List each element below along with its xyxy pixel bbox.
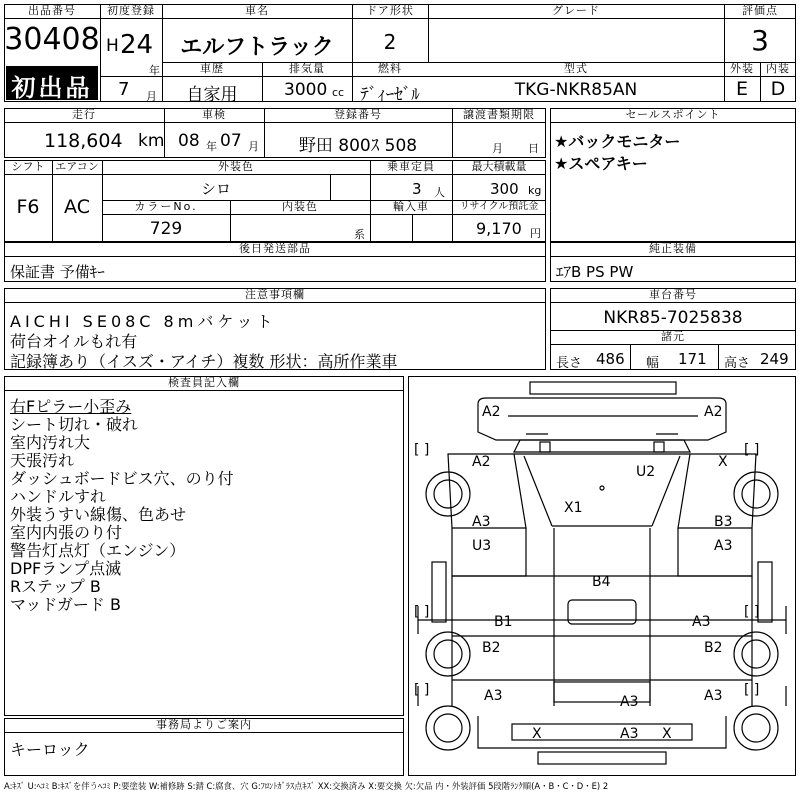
chassis-label: 車台番号: [550, 288, 796, 303]
damage-mark: A3: [714, 538, 733, 554]
grade-label: グレード: [428, 4, 724, 19]
inspector-label: 検査員記入欄: [4, 376, 404, 391]
car-name: エルフトラック: [180, 35, 334, 60]
colorno-label: カラーNo.: [102, 200, 230, 215]
inspector-line: 室内内張のり付: [10, 523, 123, 542]
bracket-marker: [ ]: [414, 682, 430, 698]
inspection-year-unit: 年: [206, 140, 217, 153]
damage-mark: X: [718, 454, 728, 470]
history-label: 車歴: [162, 62, 262, 77]
damage-mark: A2: [472, 454, 491, 470]
ac: AC: [64, 196, 90, 218]
inspector-line: DPFランプ点滅: [10, 559, 122, 578]
damage-mark: B3: [714, 514, 733, 530]
colorno: 729: [149, 219, 183, 239]
fuel-label: 燃料: [352, 62, 428, 77]
chassis-number: NKR85-7025838: [603, 308, 743, 328]
reg-label: 初度登録: [100, 4, 162, 19]
load: 300: [490, 180, 519, 198]
damage-mark: B2: [704, 640, 723, 656]
model: TKG-NKR85AN: [514, 80, 638, 100]
score: 3: [751, 24, 769, 57]
color-label: 外装色: [102, 160, 370, 175]
int-color-suffix: 系: [354, 228, 365, 241]
damage-mark: B2: [482, 640, 501, 656]
inspector-line: Rステップ B: [10, 577, 101, 596]
inspection-month: 07: [220, 131, 242, 151]
shift: F6: [16, 196, 40, 218]
reg-month-unit: 月: [146, 90, 157, 103]
first-time-label: 初出品: [11, 74, 93, 102]
damage-mark: U3: [472, 538, 492, 554]
inspection-month-unit: 月: [248, 140, 259, 153]
reg-year: 24: [120, 30, 154, 60]
recycle-label: リサイクル預託金: [452, 200, 546, 215]
specs-label: 諸元: [550, 330, 796, 345]
inspector-line: 天張汚れ: [10, 451, 75, 470]
reg-year-unit: 年: [149, 64, 160, 77]
reg-month: 7: [118, 79, 130, 100]
damage-mark: X: [662, 726, 672, 742]
model-label: 型式: [428, 62, 724, 77]
height-label: 高さ: [724, 356, 751, 371]
later-parts: 保証書 予備ｷｰ: [10, 263, 105, 281]
damage-mark: U2: [636, 464, 656, 480]
notes-label: 注意事項欄: [4, 288, 546, 303]
length-label: 長さ: [556, 356, 583, 371]
mileage: 118,604: [44, 130, 123, 152]
shift-label: シフト: [4, 160, 52, 175]
load-label: 最大積載量: [452, 160, 546, 175]
color: シロ: [200, 180, 231, 198]
load-unit: kg: [528, 184, 542, 197]
note-line: 荷台オイルもれ有: [10, 332, 138, 351]
damage-mark: A3: [484, 688, 503, 704]
plate: 野田 800ｽ 508: [298, 136, 418, 156]
damage-mark: A2: [482, 404, 501, 420]
lot-number: 30408: [4, 22, 100, 57]
width-label: 幅: [646, 356, 660, 371]
bracket-marker: [ ]: [414, 442, 430, 458]
cc-unit: cc: [332, 86, 345, 99]
interior-grade: D: [770, 78, 786, 100]
inspection-year: 08: [178, 131, 200, 151]
bracket-marker: [ ]: [414, 604, 430, 620]
bracket-marker: [ ]: [744, 442, 760, 458]
inspection-label: 車検: [164, 108, 264, 123]
damage-mark: A3: [620, 694, 639, 710]
note-line: 記録簿あり（イスズ・アイチ）複数 形状：高所作業車: [10, 352, 398, 371]
inspector-line: 外装うすい線傷、色あせ: [10, 505, 187, 524]
equipment: ｴｱB PS PW: [556, 263, 634, 281]
inspector-line: 右Fピラー小歪み: [10, 397, 132, 416]
selling-point: ★バックモニター: [554, 132, 681, 151]
damage-mark: B4: [592, 574, 611, 590]
lot-no-label: 出品番号: [4, 4, 100, 19]
width: 171: [678, 350, 707, 368]
later-label: 後日発送部品: [4, 242, 546, 257]
inspector-line: シート切れ・破れ: [10, 415, 139, 434]
inspector-line: マッドガード B: [10, 595, 121, 614]
transfer-month: 月: [492, 142, 503, 155]
mileage-label: 走行: [4, 108, 164, 123]
recycle: 9,170: [476, 219, 522, 238]
height: 249: [760, 350, 789, 368]
selling-label: セールスポイント: [550, 108, 796, 123]
damage-mark: A3: [692, 614, 711, 630]
bracket-marker: [ ]: [744, 682, 760, 698]
plate-label: 登録番号: [264, 108, 452, 123]
inspector-line: ダッシュボードビス穴、のり付: [10, 469, 234, 488]
capacity-unit: 人: [434, 186, 445, 199]
doors: 2: [383, 30, 397, 54]
damage-mark: X1: [564, 500, 583, 516]
history: 自家用: [186, 85, 238, 105]
equip-label: 純正装備: [550, 242, 796, 257]
length: 486: [596, 350, 625, 368]
displacement-label: 排気量: [262, 62, 352, 77]
damage-mark: B1: [494, 614, 513, 630]
reg-era: H: [106, 36, 119, 56]
damage-mark: A3: [704, 688, 723, 704]
transfer-label: 譲渡書類期限: [452, 108, 546, 123]
legend: A:ｷｽﾞ U:ﾍｺﾐ B:ｷｽﾞを伴うﾍｺﾐ P:要塗装 W:補修跡 S:錆 C:腐食、穴 G:ﾌﾛﾝﾄｶﾞﾗｽ点ｷｽﾞ XX:交換済み X:要交換 欠:欠品 内・外装評価 5段階ﾗﾝｸ順(A・B・C・D・E) 2: [4, 781, 609, 791]
import-label: 輸入車: [370, 200, 452, 215]
inspector-line: 室内汚れ大: [10, 433, 91, 452]
damage-mark: A2: [704, 404, 723, 420]
capacity-label: 乗車定員: [370, 160, 452, 175]
damage-mark: A3: [472, 514, 491, 530]
inspector-line: 警告灯点灯（エンジン）: [10, 541, 186, 560]
km-unit: km: [138, 131, 165, 151]
bracket-marker: [ ]: [744, 604, 760, 620]
exterior-grade: E: [735, 78, 748, 100]
displacement: 3000: [284, 80, 328, 100]
door-label: ドア形状: [352, 4, 428, 19]
office-note: キーロック: [10, 740, 90, 759]
score-label: 評価点: [724, 4, 796, 19]
capacity: 3: [412, 180, 422, 198]
int-color-label: 内装色: [230, 200, 370, 215]
office-label: 事務局よりご案内: [4, 718, 404, 733]
damage-mark: A3: [620, 726, 639, 742]
car-name-label: 車名: [162, 4, 352, 19]
selling-point: ★スペアキー: [554, 154, 648, 173]
note-line: AICHI SE08C 8mバケット: [10, 312, 277, 331]
interior-label: 内装: [760, 62, 796, 77]
inspector-line: ハンドルすれ: [10, 487, 107, 506]
recycle-unit: 円: [530, 227, 541, 240]
fuel: ﾃﾞｨｰｾﾞﾙ: [360, 85, 420, 105]
transfer-day: 日: [528, 142, 539, 155]
damage-mark: X: [532, 726, 542, 742]
exterior-label: 外装: [724, 62, 760, 77]
ac-label: エアコン: [52, 160, 102, 175]
